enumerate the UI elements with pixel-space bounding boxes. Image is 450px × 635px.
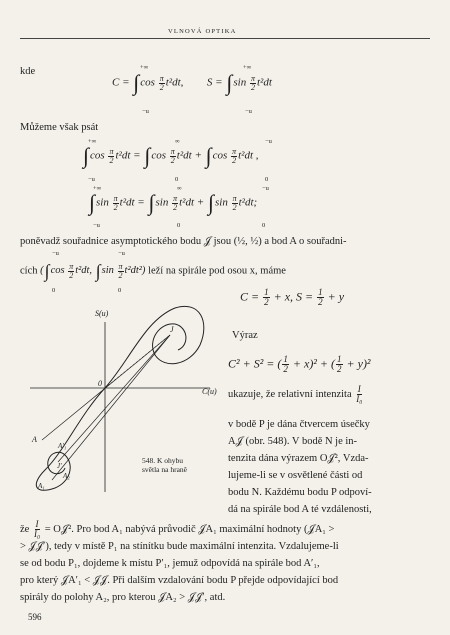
cornu-spiral-figure <box>10 300 235 495</box>
label-a1: A₁ <box>38 482 45 490</box>
text-b2: > 𝒥𝒥′), tedy v místě P₁ na stínítku bude maximální intenzita. Vzdalujeme-li <box>20 541 339 552</box>
label-j: J <box>170 325 174 334</box>
text-p6: bodu N. Každému bodu P odpoví- <box>228 487 372 498</box>
text-cich: cích (∫cos $\frac{\pi}{2}$ t²dt, ∫sin $\frac{\pi}{2}$ t²dt²) leží na spirále pod osou x, máme <box>20 261 286 281</box>
text-p2: v bodě P je dána čtvercem úsečky <box>228 419 370 430</box>
limit-bottom-2: −u <box>245 108 252 115</box>
text-kde: kde <box>20 66 36 77</box>
text-b1: že $\frac{I}{\text{I₀}}$ = O𝒥². Pro bod A₁ nabývá průvodič 𝒥A₁ maximální hodnoty (𝒥A₁ > <box>20 519 335 539</box>
label-a: A <box>32 435 37 444</box>
text-vyraz: Výraz <box>232 330 258 341</box>
limit-bottom-1: −u <box>142 108 149 115</box>
origin-label: 0 <box>98 379 102 388</box>
label-a2: A₂ <box>63 472 70 480</box>
chord-j-a1prime <box>58 335 170 462</box>
document-page: VLNOVÁ OPTIKA kde C = ∫cos $\frac{\pi}{2}$ t²dt, S = ∫sin $\frac{\pi}{2}$ t²dt +∞ −u +∞ −u Můžeme však psát ∫cos $\frac{\pi}{2}$ t²dt = ∫cos $\frac{\pi}{2}$ t²dt + ∫cos $\frac{\pi}{2}$ t²dt , +∞ −u ∞ 0 −u 0 ∫sin $\frac{\pi}{2}$ t²dt = ∫sin $\frac{\pi}{2}$ t²dt + ∫sin $\frac{\pi}{2}$ t²dt; +∞ −u ∞ 0 −u 0 poněvadž souřadnice asymptotického bodu 𝒥 jsou (½, ½) a bod A o souřadni- cích (∫cos $\frac{\pi}{2}$ t²dt, ∫sin $\frac{\pi}{2}$ t²dt²) leží na spirále pod osou x, máme −u 0 −u 0 C = $\frac{1}{2}$ + x, S = $\frac{1}{2}$ + y Výraz C² + S² = ( $\frac{1}{2}$ + x)² + ( $\frac{1}{2}$ + y)² ukazuje, že relativní intenzita $\frac{I}{\text{I₀}}$ v bodě P je dána čtvercem úsečky A𝒥 (obr. 548). V bodě N je in- tenzita dána výrazem O𝒥², Vzda- lujeme-li se v osvětlené části od bodu N. Každému bodu P odpoví- dá na spirále bod A té vzdálenosti, 548. K ohybu světla na hraně S(u) C(u) 0 J J′ A A₁ A′₁ A₂ že $\frac{I}{\text{I₀}}$ = O𝒥². Pro bod A₁ nabývá průvodič 𝒥A₁ maximální hodnoty (𝒥A₁ > > 𝒥𝒥′), tedy v místě P₁ na stínítku bude maximální intenzita. Vzdalujeme-li se od bodu P₁, dojdeme k místu P′₁, jemuž odpovídá na spirále bod A′₁, pro který 𝒥A′₁ < 𝒥𝒥. Při dalším vzdalování bodu P přejde odpovídající bod spirály do polohy A₂, pro kterou 𝒥A₂ > 𝒥𝒥′, atd. 596 <box>0 0 450 635</box>
text-p7: dá na spirále bod A té vzdálenosti, <box>228 504 372 515</box>
text-b4: pro který 𝒥A′₁ < 𝒥𝒥. Při dalším vzdalování bodu P přejde odpovídající bod <box>20 575 339 586</box>
equation-c-s: C = ∫cos $\frac{\pi}{2}$ t²dt, S = ∫sin $\frac{\pi}{2}$ t²dt <box>112 70 272 95</box>
chord-j-a1 <box>52 335 170 480</box>
s-axis-label: S(u) <box>95 309 109 318</box>
label-j-prime: J′ <box>57 462 62 470</box>
equation-cos-split: ∫cos $\frac{\pi}{2}$ t²dt = ∫cos $\frac{\pi}{2}$ t²dt + ∫cos $\frac{\pi}{2}$ t²dt , <box>83 143 259 168</box>
text-p3: A𝒥 (obr. 548). V bodě N je in- <box>228 436 358 447</box>
figure-caption: 548. K ohybu světla na hraně <box>142 456 187 474</box>
limit-top-2: +∞ <box>243 64 252 71</box>
text-p5: lujeme-li se v osvětlené části od <box>228 470 363 481</box>
page-number: 596 <box>28 612 42 622</box>
c-axis-label: C(u) <box>202 387 217 396</box>
text-muzeme: Můžeme však psát <box>20 122 99 133</box>
header-rule <box>20 38 430 39</box>
text-b5: spirály do polohy A₂, pro kterou 𝒥A₂ > 𝒥𝒥′, atd. <box>20 592 226 603</box>
running-header: VLNOVÁ OPTIKA <box>168 28 237 35</box>
text-b3: se od bodu P₁, dojdeme k místu P′₁, jemuž odpovídá na spirále bod A′₁, <box>20 558 320 569</box>
equation-c-s-offset: C = $\frac{1}{2}$ + x, S = $\frac{1}{2}$ + y <box>240 287 345 307</box>
equation-sin-split: ∫sin $\frac{\pi}{2}$ t²dt = ∫sin $\frac{\pi}{2}$ t²dt + ∫sin $\frac{\pi}{2}$ t²dt; <box>89 190 258 215</box>
lower-spiral-curve <box>36 388 105 490</box>
text-p1: ukazuje, že relativní intenzita $\frac{I}{\text{I₀}}$ <box>228 384 363 404</box>
text-p4: tenzita dána výrazem O𝒥², Vzda- <box>228 453 369 464</box>
label-a1-prime: A′₁ <box>58 442 67 450</box>
equation-c2-s2: C² + S² = ( $\frac{1}{2}$ + x)² + ( $\frac{1}{2}$ + y)² <box>228 354 371 374</box>
limit-top-1: +∞ <box>140 64 149 71</box>
text-ponevadz: poněvadž souřadnice asymptotického bodu 𝒥 jsou (½, ½) a bod A o souřadni- <box>20 236 347 247</box>
